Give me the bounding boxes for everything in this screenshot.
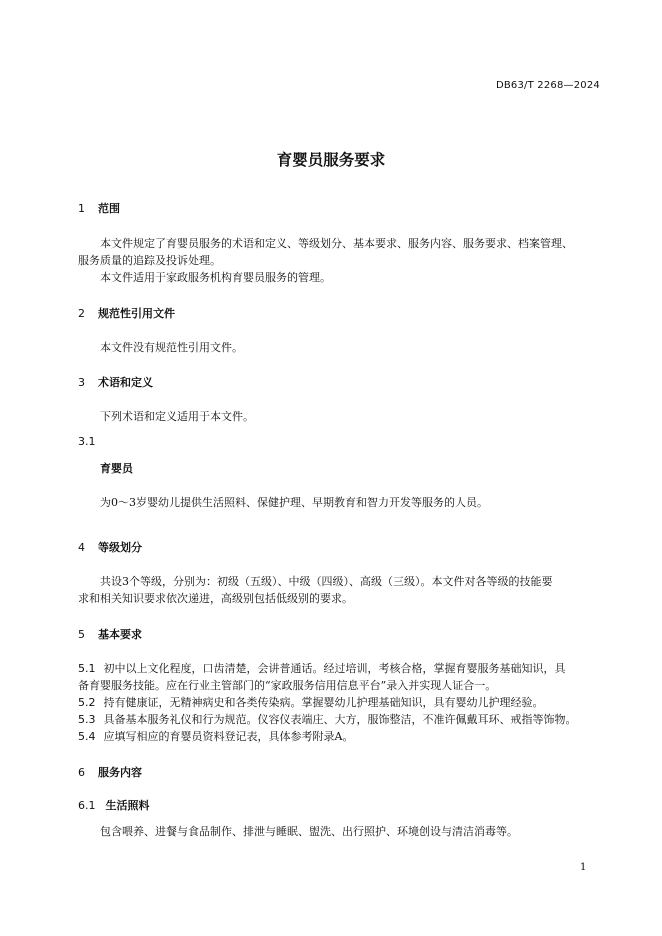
section-2-heading (78, 305, 175, 321)
clause-number: 5.2 (78, 696, 96, 709)
subsection-number: 6.1 (78, 799, 96, 812)
clause-text: 具备基本服务礼仪和行为规范。仪容仪表端庄、大方，服饰整洁，不准许佩戴耳环、戒指等饰物。 (103, 713, 577, 726)
clause-5-1 (78, 660, 566, 676)
section-number: 5 (78, 628, 85, 641)
clause-5-2 (78, 694, 544, 710)
paragraph: 下列术语和定义适用于本文件。 (100, 410, 254, 423)
section-number: 3 (78, 376, 85, 389)
clause-text: 持有健康证，无精神病史和各类传染病。掌握婴幼儿护理基础知识，具有婴幼儿护理经验。 (103, 696, 544, 709)
paragraph: 本文件适用于家政服务机构育婴员服务的管理。 (100, 271, 331, 284)
section-title: 等级划分 (98, 541, 142, 554)
page-number: 1 (580, 862, 587, 873)
section-title: 服务内容 (98, 766, 142, 779)
term-definition: 为0～3岁婴幼儿提供生活照料、保健护理、早期教育和智力开发等服务的人员。 (100, 496, 488, 509)
section-6-heading (78, 764, 142, 780)
paragraph: 本文件规定了育婴员服务的术语和定义、等级划分、基本要求、服务内容、服务要求、档案管理、 (100, 237, 573, 250)
paragraph: 共设3个等级，分别为：初级（五级）、中级（四级）、高级（三级）。本文件对各等级的技能要 (100, 575, 553, 588)
clause-number: 5.1 (78, 662, 96, 675)
clause-continuation: 备育婴服务技能。应在行业主管部门的“家政服务信用信息平台”录入并实现人证合一。 (78, 679, 497, 692)
subsection-6-1-heading (78, 797, 150, 813)
section-number: 1 (78, 202, 85, 215)
paragraph: 本文件没有规范性引用文件。 (100, 341, 243, 354)
paragraph: 包含喂养、进餐与食品制作、排泄与睡眠、盥洗、出行照护、环境创设与清洁消毒等。 (100, 825, 518, 838)
section-title: 基本要求 (98, 628, 142, 641)
section-title: 规范性引用文件 (98, 307, 175, 320)
section-1-heading (78, 200, 120, 216)
clause-number: 5.3 (78, 713, 96, 726)
section-5-heading (78, 626, 142, 642)
section-4-heading (78, 539, 142, 555)
paragraph: 求和相关知识要求依次递进，高级别包括低级别的要求。 (78, 592, 353, 605)
clause-5-4 (78, 728, 353, 744)
section-number: 6 (78, 766, 85, 779)
section-title: 术语和定义 (98, 376, 153, 389)
section-number: 2 (78, 307, 85, 320)
clause-number: 5.4 (78, 730, 96, 743)
clause-5-3 (78, 711, 577, 727)
subsection-title: 生活照料 (105, 799, 150, 812)
section-title: 范围 (98, 202, 120, 215)
page-title: 育婴员服务要求 (276, 151, 386, 169)
section-number: 4 (78, 541, 85, 554)
clause-text: 应填写相应的育婴员资料登记表，具体参考附录A。 (103, 730, 354, 743)
standard-code: DB63/T 2268—2024 (495, 80, 600, 91)
term-number: 3.1 (78, 435, 96, 448)
term-name: 育婴员 (100, 462, 133, 475)
clause-text: 初中以上文化程度，口齿清楚，会讲普通话。经过培训，考核合格，掌握育婴服务基础知识，具 (103, 662, 566, 675)
section-3-heading (78, 374, 153, 390)
paragraph: 服务质量的追踪及投诉处理。 (78, 254, 221, 267)
